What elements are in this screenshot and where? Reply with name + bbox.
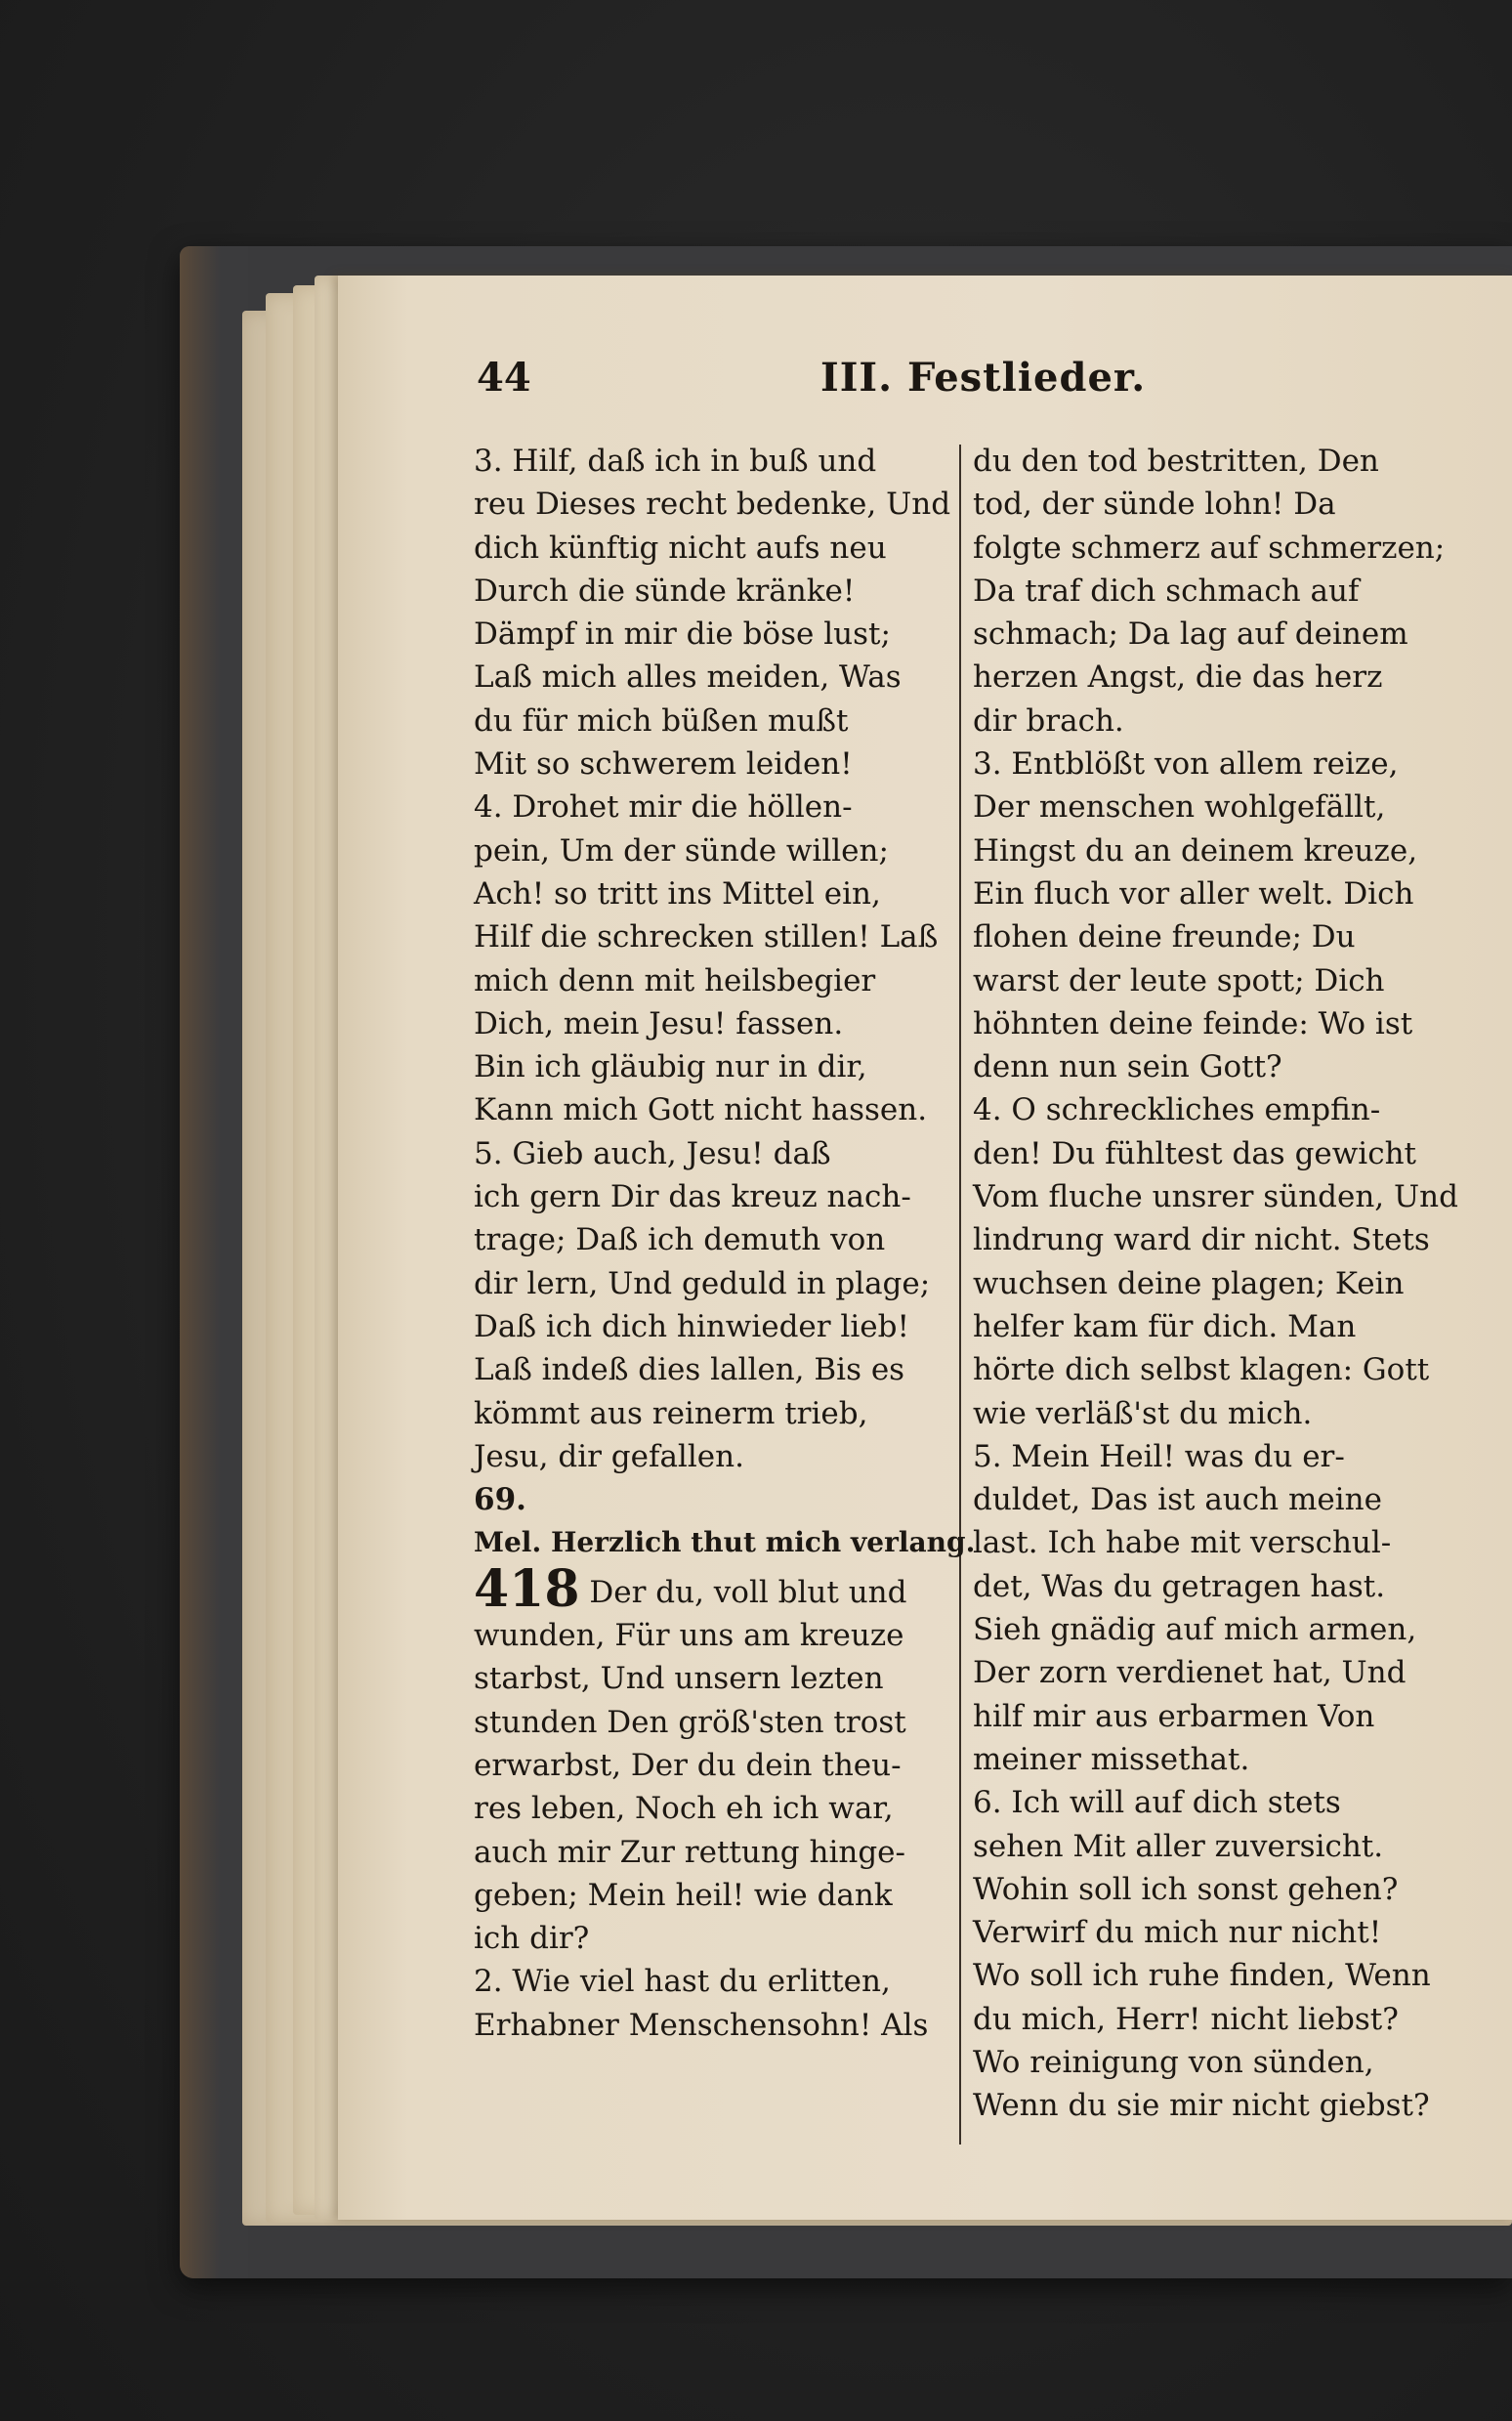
verse-line: lindrung ward dir nicht. Stets (973, 1222, 1430, 1258)
verse-line: Hilf die schrecken stillen! Laß (474, 919, 939, 956)
book-spine-edge (180, 246, 248, 2278)
verse-line: Ach! so tritt ins Mittel ein, (474, 875, 881, 912)
hymn-index: 418 (474, 1558, 580, 1619)
verse-line-text: Der du, voll blut und (589, 1574, 907, 1610)
verse-line: dir lern, Und geduld in plage; (474, 1265, 931, 1301)
verse-line: Kann mich Gott nicht hassen. (474, 1092, 928, 1128)
page-header (459, 347, 1512, 415)
verse-line: hilf mir aus erbarmen Von (973, 1698, 1375, 1734)
verse-line: trage; Daß ich demuth von (474, 1222, 886, 1258)
verse-line: Dämpf in mir die böse lust; (474, 616, 891, 653)
verse-line: reu Dieses recht bedenke, Und (474, 487, 951, 523)
verse-line: flohen deine freunde; Du (973, 919, 1356, 956)
verse-line: helfer kam für dich. Man (973, 1308, 1357, 1344)
section-title: III. Festlieder. (820, 355, 1147, 401)
verse-line: sehen Mit aller zuversicht. (973, 1828, 1384, 1864)
verse-line: meiner missethat. (973, 1741, 1250, 1777)
verse-line: dich künftig nicht aufs neu (474, 530, 887, 566)
hymn-verse-2-continued (973, 440, 1486, 743)
page-number: 44 (477, 355, 531, 401)
verse-line: 3. Hilf, daß ich in buß und (474, 444, 877, 479)
verse-line: 5. Mein Heil! was du er- (973, 1438, 1345, 1474)
verse-line: Der menschen wohlgefällt, (973, 789, 1386, 826)
hymn-verse-5 (973, 1435, 1486, 1781)
verse-line: wie verläß'st du mich. (973, 1395, 1313, 1431)
verse-line: denn nun sein Gott? (973, 1049, 1282, 1085)
verse-line: höhnten deine feinde: Wo ist (973, 1005, 1413, 1041)
verse-line: du mich, Herr! nicht liebst? (973, 2001, 1399, 2037)
verse-line: pein, Um der sünde willen; (474, 832, 889, 869)
verse-line: 4. Drohet mir die höllen- (474, 789, 853, 826)
verse-line: warst der leute spott; Dich (973, 962, 1385, 998)
verse-line: Laß indeß dies lallen, Bis es (474, 1352, 905, 1388)
verse-line: Mit so schwerem leiden! (474, 746, 853, 783)
verse-line: den! Du fühltest das gewicht (973, 1135, 1416, 1171)
verse-line: Verwirf du mich nur nicht! (973, 1915, 1382, 1951)
verse-line: kömmt aus reinerm trieb, (474, 1395, 868, 1431)
page-content (459, 347, 1512, 2154)
verse-line: Hingst du an deinem kreuze, (973, 832, 1418, 869)
verse-line: Sieh gnädig auf mich armen, (973, 1612, 1417, 1648)
right-column (973, 440, 1486, 2128)
verse-4 (474, 786, 982, 1131)
verse-line: stunden Den größ'sten trost (474, 1704, 906, 1740)
verse-line: Laß mich alles meiden, Was (474, 659, 902, 696)
verse-line: det, Was du getragen hast. (973, 1568, 1386, 1604)
verse-line: ich gern Dir das kreuz nach- (474, 1179, 911, 1215)
verse-line: schmach; Da lag auf deinem (973, 616, 1408, 653)
verse-line: auch mir Zur rettung hinge- (474, 1834, 906, 1870)
verse-line: 4. O schreckliches empfin- (973, 1092, 1381, 1128)
verse-line: Dich, mein Jesu! fassen. (474, 1005, 844, 1041)
verse-line: Durch die sünde kränke! (474, 573, 856, 609)
verse-line: 6. Ich will auf dich stets (973, 1785, 1341, 1821)
verse-line: starbst, Und unsern lezten (474, 1661, 884, 1697)
verse-line: Wohin soll ich sonst gehen? (973, 1871, 1399, 1907)
verse-line: Ein fluch vor aller welt. Dich (973, 875, 1414, 912)
verse-line: Wenn du sie mir nicht giebst? (973, 2088, 1430, 2124)
verse-line: herzen Angst, die das herz (973, 659, 1383, 696)
verse-line: Vom fluche unsrer sünden, Und (973, 1179, 1458, 1215)
verse-line: du für mich büßen mußt (474, 702, 849, 739)
verse-line: Bin ich gläubig nur in dir, (474, 1049, 867, 1085)
verse-line: res leben, Noch eh ich war, (474, 1791, 894, 1827)
verse-line: Wo soll ich ruhe finden, Wenn (973, 1958, 1431, 1994)
hymn-verse-3 (973, 743, 1486, 1088)
verse-line: du den tod bestritten, Den (973, 444, 1379, 479)
verse-line: Daß ich dich hinwieder lieb! (474, 1308, 909, 1344)
verse-line: hörte dich selbst klagen: Gott (973, 1352, 1430, 1388)
verse-line: folgte schmerz auf schmerzen; (973, 530, 1446, 566)
verse-3 (474, 440, 982, 786)
verse-line: tod, der sünde lohn! Da (973, 487, 1336, 523)
verse-line: dir brach. (973, 702, 1124, 739)
verse-line: mich denn mit heilsbegier (474, 962, 876, 998)
verse-line: Jesu, dir gefallen. (474, 1438, 744, 1474)
melody-line: Mel. Herzlich thut mich verlang. (474, 1526, 976, 1559)
verse-line: erwarbst, Der du dein theu- (474, 1747, 902, 1783)
verse-line: duldet, Das ist auch meine (973, 1482, 1382, 1518)
verse-5 (474, 1132, 982, 1478)
verse-line: Da traf dich schmach auf (973, 573, 1360, 609)
verse-line: Erhabner Menschensohn! Als (474, 2007, 929, 2043)
hymn-verse-1 (474, 1558, 982, 1961)
verse-line: last. Ich habe mit verschul- (973, 1525, 1392, 1561)
hymn-verse-6 (973, 1781, 1486, 2127)
verse-line: 3. Entblößt von allem reize, (973, 746, 1399, 783)
hymn-number: 69. (474, 1482, 526, 1518)
verse-line: Wo reinigung von sünden, (973, 2044, 1374, 2080)
verse-line: 5. Gieb auch, Jesu! daß (474, 1135, 831, 1171)
verse-line: ich dir? (474, 1921, 590, 1957)
hymn-verse-2 (474, 1960, 982, 2047)
left-column (474, 440, 982, 2047)
verse-line: Der zorn verdienet hat, Und (973, 1655, 1407, 1691)
verse-line: wuchsen deine plagen; Kein (973, 1265, 1405, 1301)
verse-line: geben; Mein heil! wie dank (474, 1877, 893, 1913)
hymn-verse-4 (973, 1088, 1486, 1434)
verse-line: wunden, Für uns am kreuze (474, 1618, 904, 1654)
verse-line: 2. Wie viel hast du erlitten, (474, 1964, 891, 2000)
verse-line (474, 1558, 982, 1619)
